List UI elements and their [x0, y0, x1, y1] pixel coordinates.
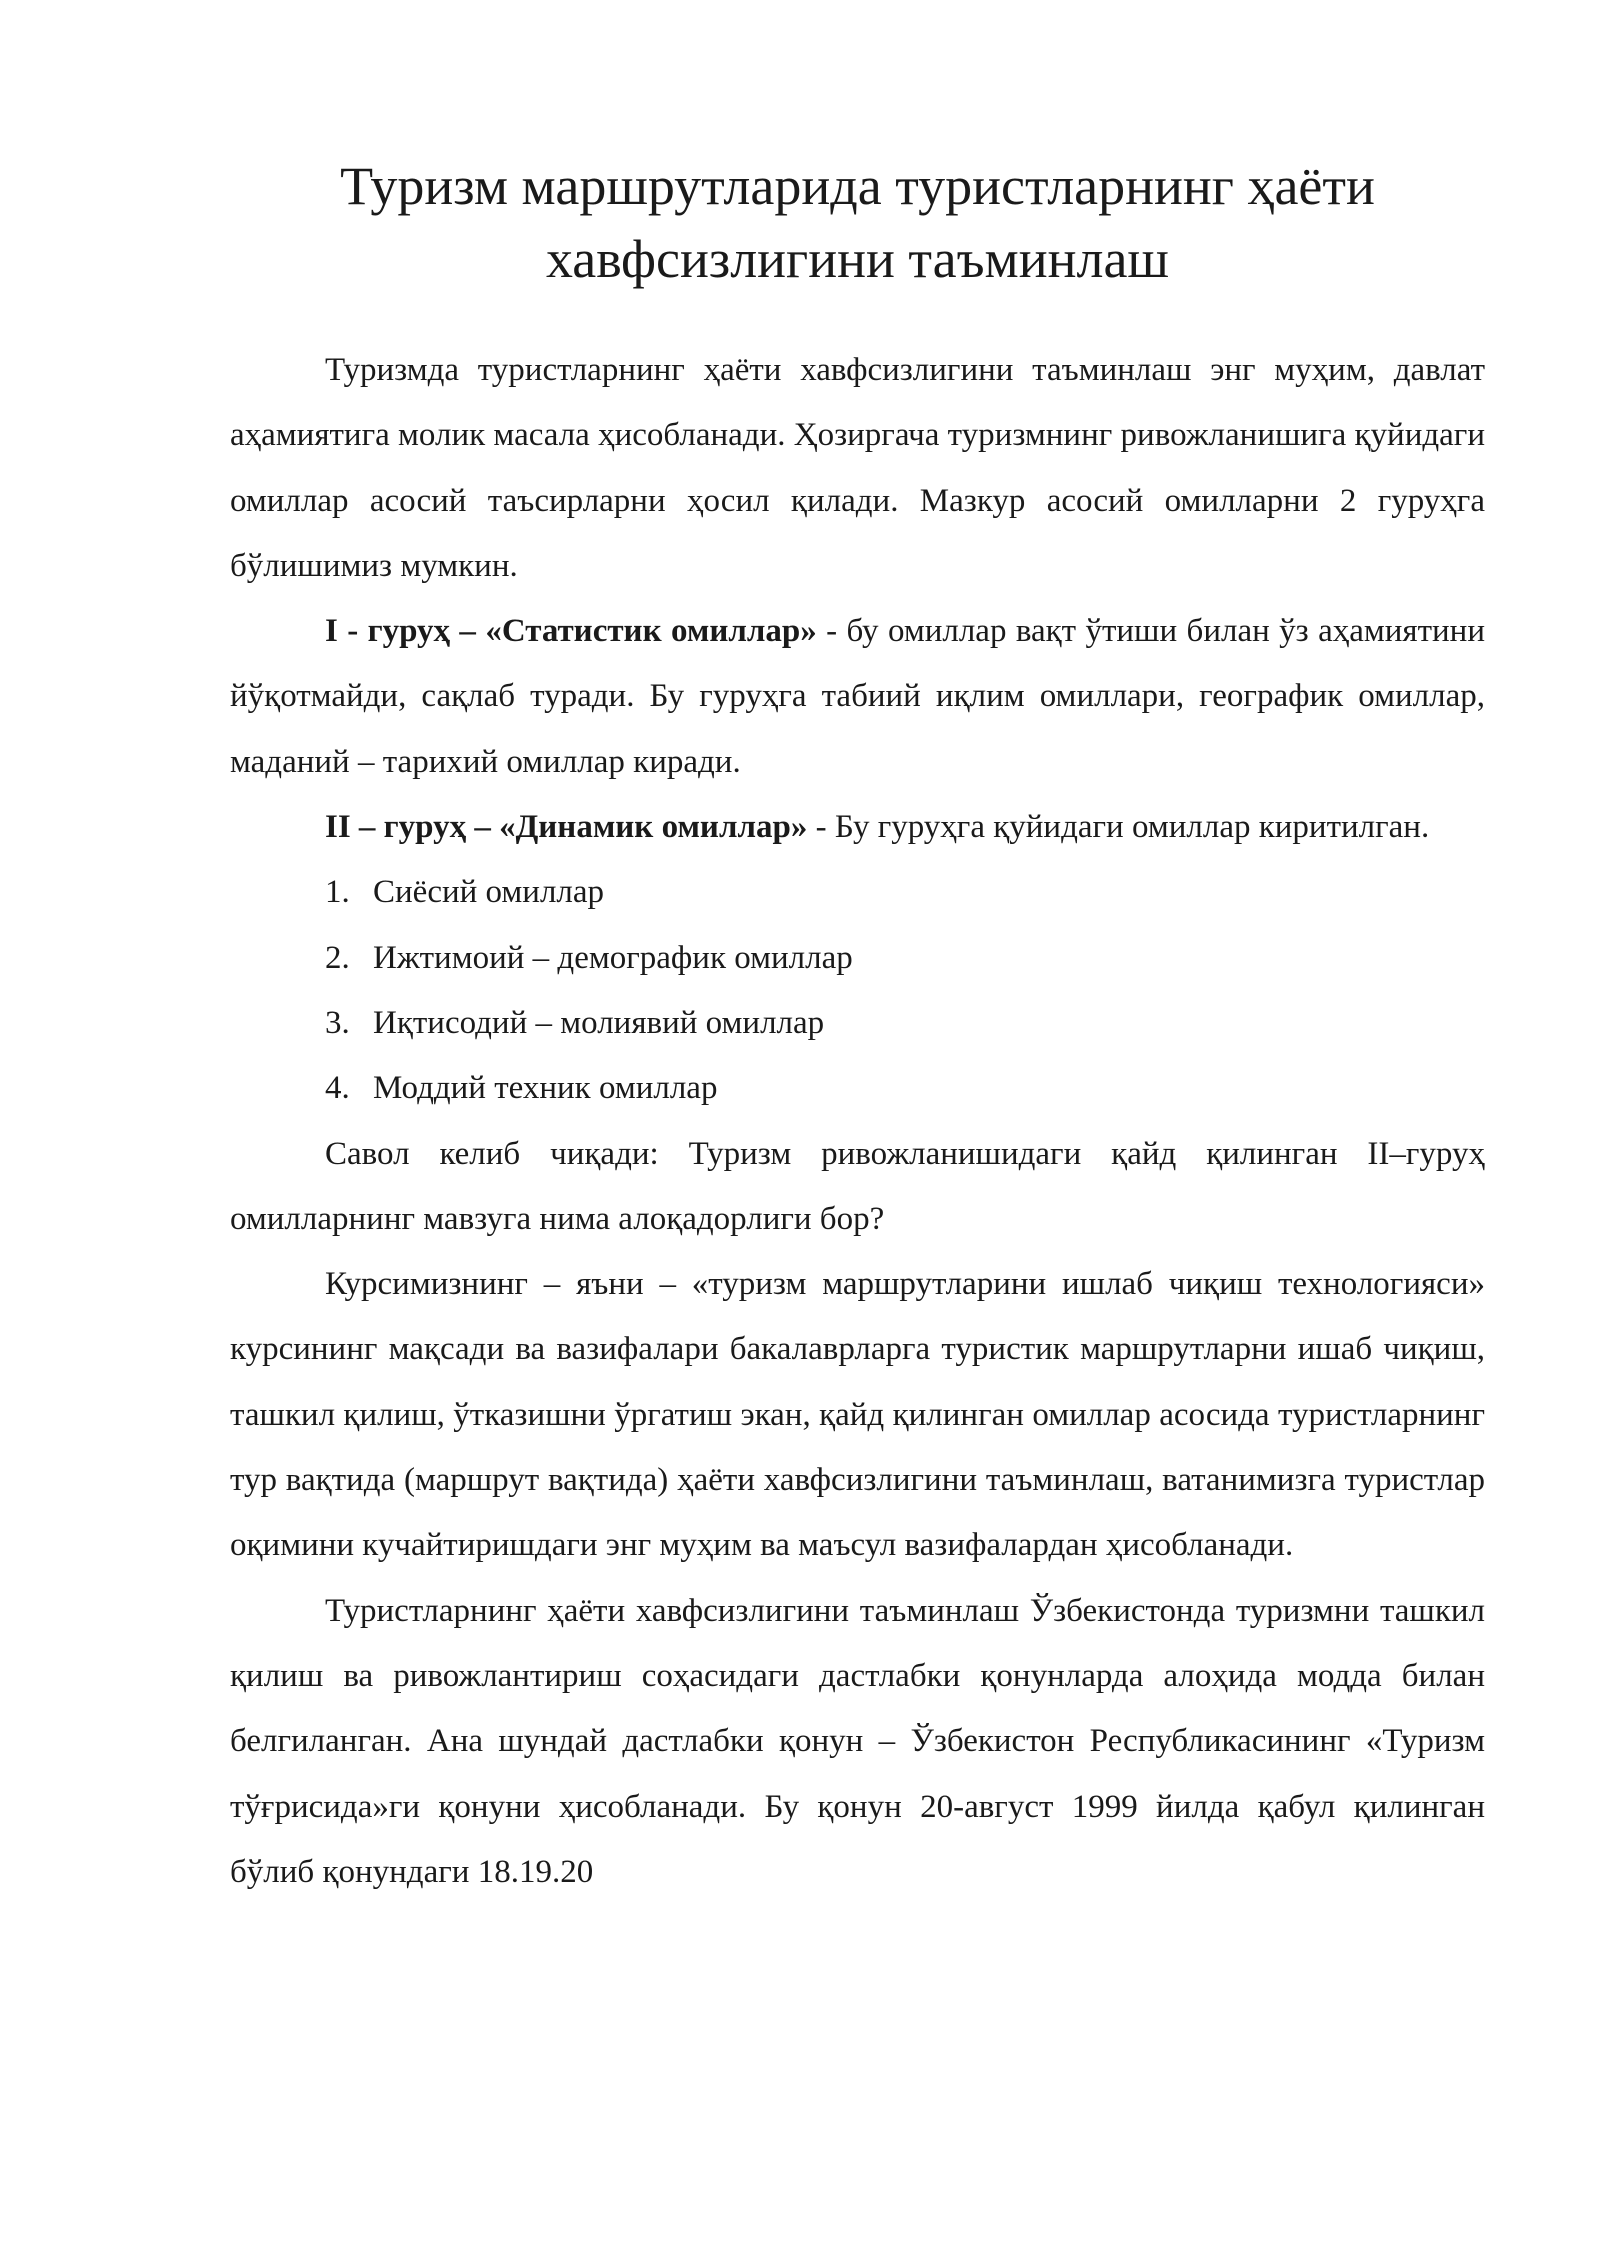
list-item-number: 4.	[325, 1070, 350, 1107]
title-line: хавфсизлигини таъминлаш	[545, 229, 1170, 289]
document-page	[230, 150, 1485, 1905]
page-title	[230, 150, 1485, 296]
course-paragraph: Курсимизнинг – яъни – «туризм маршрутларини ишлаб чиқиш технологияси» курсининг мақсади ва вазифалари бакалаврларга туристик маршрутларни ишаб чиқиш, ташкил қилиш, ўтказишни ўргатиш экан, қайд қилинган омиллар асосида туристларнинг тур вақтида (маршрут вақтида) ҳаёти хавфсизлигини таъминлаш, ватанимизга туристлар оқимини кучайтиришдаги энг муҳим ва маъсул вазифалардан ҳисобланади.	[230, 1266, 1485, 1564]
group2-text: - Бу гуруҳга қуйидаги омиллар киритилган.	[807, 809, 1430, 846]
question-paragraph: Савол келиб чиқади: Туризм ривожланишидаги қайд қилинган II–гуруҳ омилларнинг мавзуга нима алоқадорлиги бор?	[230, 1135, 1485, 1237]
list-item-number: 1.	[325, 874, 350, 911]
title-line: Туризм маршрутларида туристларнинг ҳаёти	[340, 156, 1375, 216]
list-item	[230, 1056, 1485, 1121]
group1-paragraph	[230, 599, 1485, 795]
list-item-text: Иқтисодий – молиявий омиллар	[373, 1004, 825, 1041]
group1-heading: I - гуруҳ – «Статистик омиллар»	[325, 613, 817, 650]
group2-heading: II – гуруҳ – «Динамик омиллар»	[325, 809, 808, 846]
list-item-text: Моддий техник омиллар	[373, 1070, 718, 1107]
list-item-number: 3.	[325, 1004, 350, 1041]
intro-paragraph: Туризмда туристларнинг ҳаёти хавфсизлигини таъминлаш энг муҳим, давлат аҳамиятига молик масала ҳисобланади. Ҳозиргача туризмнинг ривожланишига қуйидаги омиллар асосий таъсирларни ҳосил қилади. Мазкур асосий омилларни 2 гуруҳга бўлишимиз мумкин.	[230, 352, 1485, 584]
list-item	[230, 926, 1485, 991]
list-item-text: Ижтимоий – демографик омиллар	[373, 939, 853, 976]
list-item	[230, 860, 1485, 925]
list-item-number: 2.	[325, 939, 350, 976]
list-item	[230, 991, 1485, 1056]
law-paragraph: Туристларнинг ҳаёти хавфсизлигини таъминлаш Ўзбекистонда туризмни ташкил қилиш ва ривожлантириш соҳасидаги дастлабки қонунларда алоҳида модда билан белгиланган. Ана шундай дастлабки қонун – Ўзбекистон Республикасининг «Туризм тўғрисида»ги қонуни ҳисобланади. Бу қонун 20-август 1999 йилда қабул қилинган бўлиб қонундаги 18.19.20	[230, 1592, 1485, 1890]
group1-text: - бу омиллар вақт ўтиши билан ўз аҳамиятини йўқотмайди, сақлаб туради. Бу гуруҳга табиий иқлим омиллари, географик омиллар, маданий – тарихий омиллар киради.	[230, 613, 1485, 780]
group2-paragraph	[230, 795, 1485, 860]
list-item-text: Сиёсий омиллар	[373, 874, 605, 911]
factors-list	[230, 860, 1485, 1121]
